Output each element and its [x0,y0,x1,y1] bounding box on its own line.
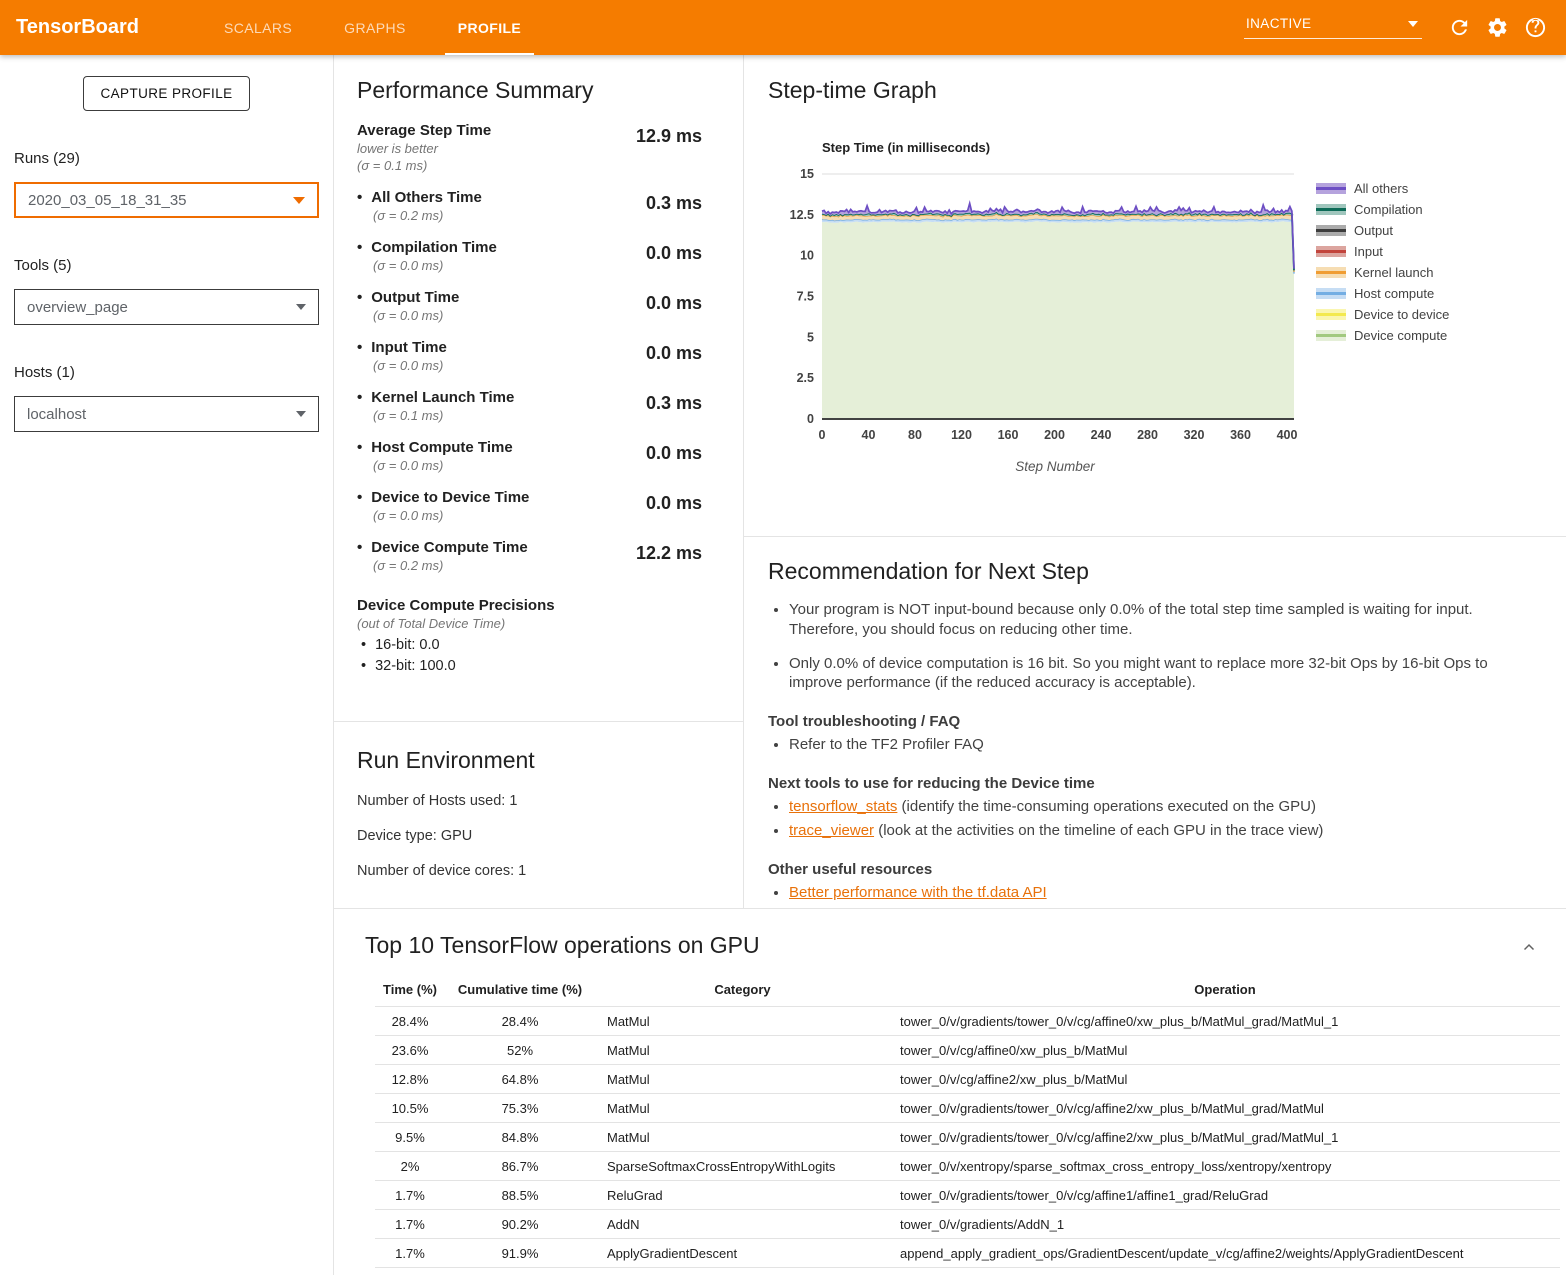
legend-label: All others [1354,181,1409,196]
sidebar [0,55,334,1275]
device-compute-precisions: Device Compute Precisions (out of Total Device Time) • 16-bit: 0.0 • 32-bit: 100.0 [357,597,743,674]
hosts-value: localhost [27,405,87,423]
svg-text:280: 280 [1137,428,1158,442]
table-row: 1.7% 90.2% AddN tower_0/v/gradients/AddN_1 [375,1210,1560,1239]
table-header-row [375,982,1560,1007]
status-value: INACTIVE [1246,16,1312,31]
col-header-operation: Operation [1194,982,1256,997]
legend-label: Kernel launch [1354,265,1434,280]
legend-item-input [1316,241,1449,262]
svg-text:0: 0 [818,428,826,442]
legend-item-host-compute [1316,283,1449,304]
legend-swatch [1316,246,1346,257]
col-header-time: Time (%) [383,982,437,997]
help-icon[interactable] [1516,9,1554,47]
legend-item-device-compute [1316,325,1449,346]
runs-value: 2020_03_05_18_31_35 [28,191,187,209]
recommendation-section [744,537,1566,902]
table-row: 28.4% 28.4% MatMul tower_0/v/gradients/tower_0/v/cg/affine0/xw_plus_b/MatMul_grad/MatMul_1 [375,1007,1560,1036]
svg-text:360: 360 [1230,428,1251,442]
svg-text:320: 320 [1183,428,1205,442]
run-environment-section [334,722,743,879]
svg-text:5: 5 [807,330,814,345]
chevron-down-icon [293,197,305,204]
hosts-label: Hosts (1) [14,364,75,381]
metric-row: • All Others Time (σ = 0.2 ms) 0.3 ms [357,189,743,223]
env-line: Number of Hosts used: 1 [357,793,518,809]
col-header-category: Category [714,982,771,997]
metric-row: • Device to Device Time (σ = 0.0 ms) 0.0 ms [357,489,743,523]
collapse-chevron-up-icon[interactable] [1516,935,1542,961]
tensorflow-stats-link[interactable]: tensorflow_stats [789,797,898,815]
step-time-chart[interactable] [784,136,1306,478]
chevron-down-icon [1408,21,1418,27]
next-tools-subhead: Next tools to use for reducing the Device time [768,774,1095,792]
trace-viewer-link[interactable]: trace_viewer [789,822,875,840]
col-header-cumulative: Cumulative time (%) [457,982,583,997]
table-row: 23.6% 52% MatMul tower_0/v/cg/affine0/xw_plus_b/MatMul [375,1036,1560,1065]
app-title: TensorBoard [16,16,139,38]
legend-label: Input [1354,244,1383,259]
svg-text:40: 40 [861,428,876,442]
svg-text:7.5: 7.5 [796,289,814,304]
precision-item: • 32-bit: 100.0 [357,658,743,674]
faq-subhead: Tool troubleshooting / FAQ [768,713,961,731]
tools-dropdown[interactable] [14,289,319,325]
table-row: 9.5% 84.8% MatMul tower_0/v/gradients/tower_0/v/cg/affine2/xw_plus_b/MatMul_grad/MatMul_1 [375,1123,1560,1152]
svg-text:10: 10 [800,248,814,263]
tab-scalars[interactable]: SCALARS [224,19,293,36]
legend-swatch [1316,288,1346,299]
metric-row: • Host Compute Time (σ = 0.0 ms) 0.0 ms [357,439,743,473]
table-row: 1.7% 91.9% ApplyGradientDescent append_apply_gradient_ops/GradientDescent/update_v/cg/affine2/weights/ApplyGradientDescent [375,1239,1560,1268]
svg-text:0: 0 [807,412,814,426]
top-ops-table [375,982,1560,1268]
performance-summary-title: Performance Summary [357,77,594,103]
main-tabs [198,0,547,55]
tab-graphs[interactable]: GRAPHS [344,19,406,36]
resource-item [789,883,1526,903]
step-time-graph-section [744,55,1566,537]
status-dropdown[interactable] [1244,16,1422,39]
metric-average-step-time: Average Step Time lower is better (σ = 0.1 ms) 12.9 ms [357,122,702,173]
legend-swatch [1316,225,1346,236]
chevron-down-icon [296,411,306,417]
header-actions [1244,9,1554,47]
next-tool-item: • tensorflow_stats (identify the time-consuming operations executed on the GPU) [789,797,1526,817]
svg-text:120: 120 [951,428,972,442]
runs-label: Runs (29) [14,150,80,167]
svg-text:Step Time (in milliseconds): Step Time (in milliseconds) [822,140,991,155]
next-tool-item: • trace_viewer (look at the activities on the timeline of each GPU in the trace view) [789,821,1526,841]
top-ops-title: Top 10 TensorFlow operations on GPU [365,932,760,958]
svg-text:200: 200 [1044,428,1065,442]
chevron-down-icon [296,304,306,310]
svg-text:2.5: 2.5 [796,371,814,386]
tools-value: overview_page [27,298,128,316]
capture-profile-button[interactable]: CAPTURE PROFILE [83,76,249,111]
legend-item-kernel-launch [1316,262,1449,283]
legend-item-device-to-device [1316,304,1449,325]
table-row: 10.5% 75.3% MatMul tower_0/v/gradients/tower_0/v/cg/affine2/xw_plus_b/MatMul_grad/MatMul [375,1094,1560,1123]
legend-item-output [1316,220,1449,241]
table-row: 1.7% 88.5% ReluGrad tower_0/v/gradients/tower_0/v/cg/affine1/affine1_grad/ReluGrad [375,1181,1560,1210]
legend-swatch [1316,204,1346,215]
refresh-icon[interactable] [1440,9,1478,47]
metric-row: • Input Time (σ = 0.0 ms) 0.0 ms [357,339,743,373]
svg-text:160: 160 [997,428,1019,442]
step-time-graph-title: Step-time Graph [768,77,937,103]
legend-swatch [1316,309,1346,320]
env-line: Number of device cores: 1 [357,863,527,879]
recommendation-title: Recommendation for Next Step [768,558,1089,584]
recommendation-bullet: • Only 0.0% of device computation is 16 bit. So you might want to replace more 32-bit Ops by 16-bit Ops to improve performance (if the reduced accuracy is acceptable). [789,654,1526,694]
settings-gear-icon[interactable] [1478,9,1516,47]
top-ops-section [334,908,1566,1275]
app-header [0,0,1566,55]
svg-text:400: 400 [1276,428,1298,442]
resources-subhead: Other useful resources [768,860,933,878]
legend-label: Host compute [1354,286,1435,301]
svg-text:80: 80 [908,428,922,442]
legend-swatch [1316,183,1346,194]
tab-profile[interactable]: PROFILE [432,0,547,55]
metric-row: • Output Time (σ = 0.0 ms) 0.0 ms [357,289,743,323]
table-row: 2% 86.7% SparseSoftmaxCrossEntropyWithLogits tower_0/v/xentropy/sparse_softmax_cross_entropy_loss/xentropy/xentropy [375,1152,1560,1181]
svg-text:240: 240 [1090,428,1112,442]
performance-summary-section [334,55,743,722]
svg-text:12.5: 12.5 [789,207,814,222]
metric-row: • Kernel Launch Time (σ = 0.1 ms) 0.3 ms [357,389,743,423]
run-environment-title: Run Environment [357,747,535,773]
metric-row: • Device Compute Time (σ = 0.2 ms) 12.2 ms [357,539,743,573]
tools-label: Tools (5) [14,257,72,274]
legend-item-all-others [1316,178,1449,199]
env-line: Device type: GPU [357,828,473,844]
runs-dropdown[interactable] [14,182,319,218]
tfdata-api-link[interactable]: Better performance with the tf.data API [789,883,1047,901]
legend-label: Device to device [1354,307,1450,322]
table-row: 12.8% 64.8% MatMul tower_0/v/cg/affine2/xw_plus_b/MatMul [375,1065,1560,1094]
legend-label: Output [1354,223,1394,238]
legend-swatch [1316,267,1346,278]
legend-label: Compilation [1354,202,1423,217]
precision-item: • 16-bit: 0.0 [357,637,743,653]
hosts-dropdown[interactable] [14,396,319,432]
metric-row: • Compilation Time (σ = 0.0 ms) 0.0 ms [357,239,743,273]
faq-item: • Refer to the TF2 Profiler FAQ [789,735,1526,755]
svg-text:15: 15 [800,167,814,181]
svg-text:Step Number: Step Number [1015,459,1095,474]
chart-legend [1316,178,1449,478]
recommendation-bullet: • Your program is NOT input-bound because only 0.0% of the total step time sampled is waiting for input. Therefore, you should focus on reducing other time. [789,600,1526,640]
legend-item-compilation [1316,199,1449,220]
legend-swatch [1316,330,1346,341]
legend-label: Device compute [1354,328,1448,343]
